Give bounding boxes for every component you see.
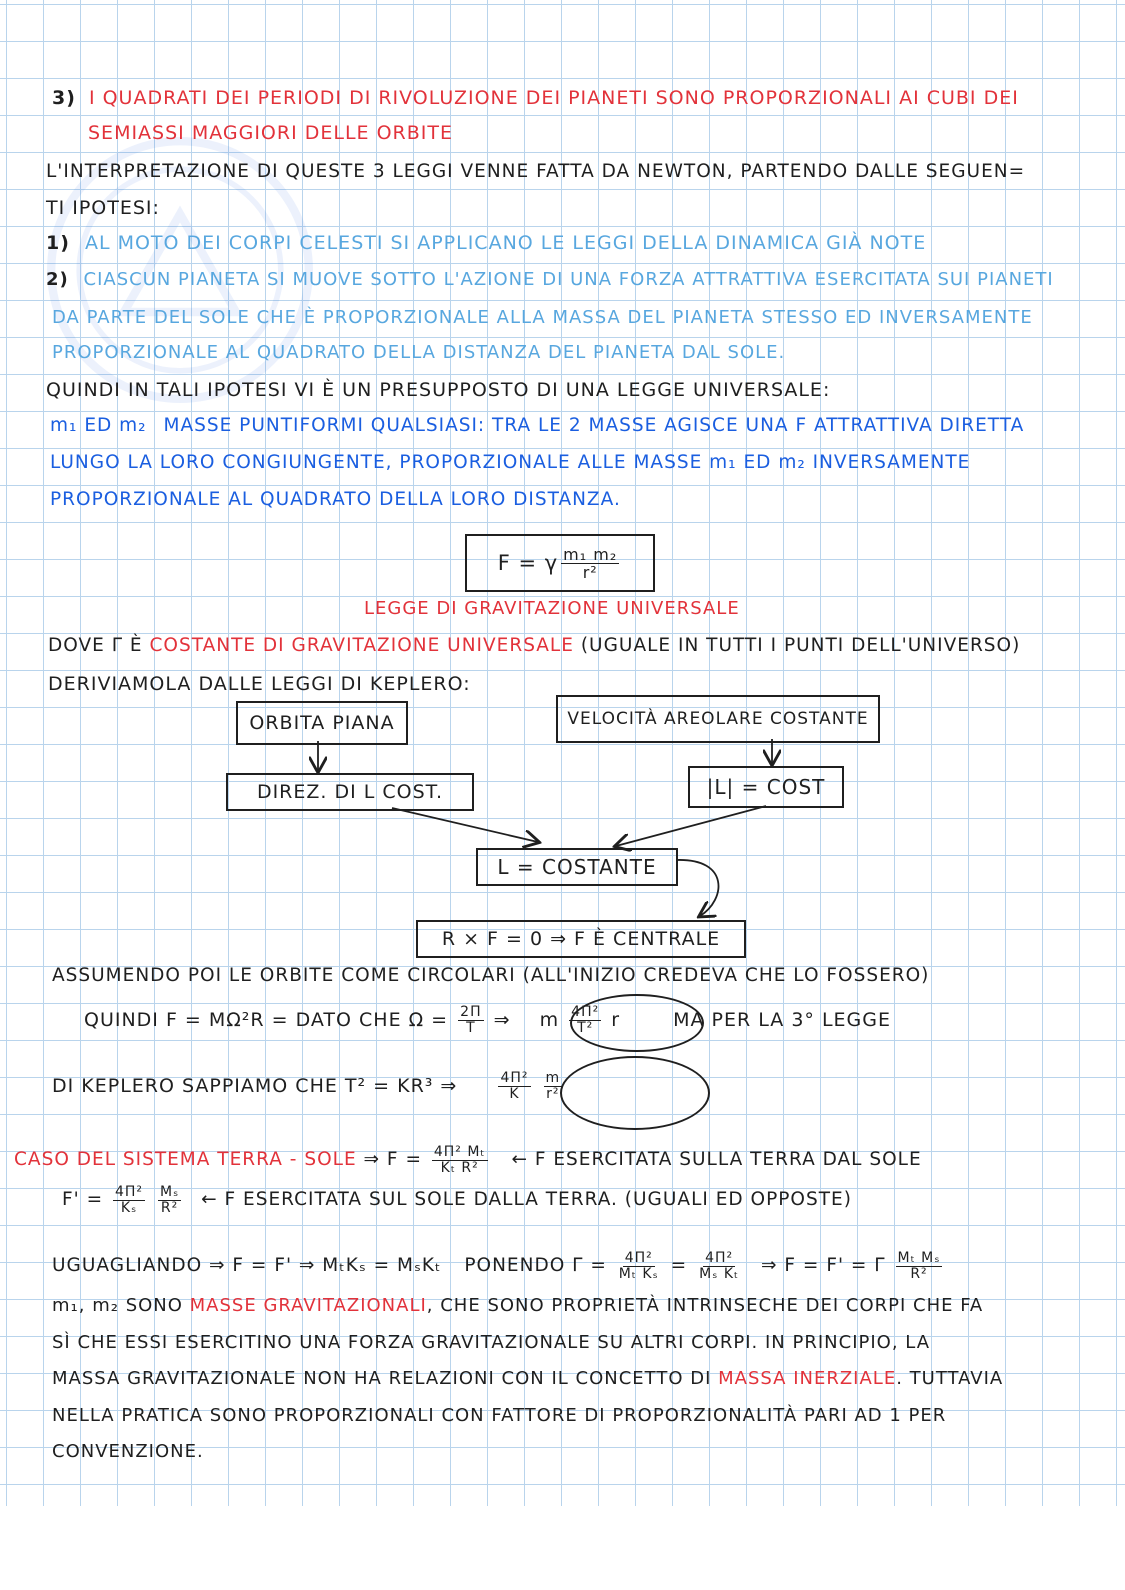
circular-orbits-line: ASSUMENDO POI LE ORBITE COME CIRCOLARI (ALL'INIZIO CREDEVA CHE LO FOSSERO): [52, 965, 930, 986]
m2-symbol-2: m₂: [778, 452, 806, 473]
final-line3b: . TUTTAVIA: [896, 1368, 1004, 1389]
hyp1-text: AL MOTO DEI CORPI CELESTI SI APPLICANO LE LEGGI DELLA DINAMICA GIÀ NOTE: [84, 232, 927, 254]
kepler-fraction-2: [544, 1071, 563, 1102]
box-f-centrale: R × F = 0 ⇒ F È CENTRALE: [416, 920, 746, 958]
earth-sun-label: CASO DEL SISTEMA TERRA - SOLE: [14, 1149, 357, 1170]
masses-line2b: INVERSAMENTE: [812, 452, 971, 473]
oval-highlight-2: [560, 1056, 710, 1130]
force1-num: 4Π²: [571, 1004, 600, 1020]
sun-f2-den: R²: [160, 1199, 179, 1216]
earth-force-num: 4Π² Mₜ: [433, 1143, 486, 1160]
where-pre: DOVE Γ È: [48, 635, 143, 656]
sun-f1-den: Kₛ: [120, 1199, 138, 1216]
law3-number: 3): [52, 87, 76, 109]
g3-den: R²: [910, 1265, 928, 1282]
hyp2-text-line3: PROPORZIONALE AL QUADRATO DELLA DISTANZA DEL PIANETA DAL SOLE.: [52, 342, 786, 363]
quindi-line: [84, 1000, 891, 1040]
kepler-f1-num: 4Π²: [500, 1070, 529, 1086]
kepler-f2-den: r²: [546, 1086, 560, 1102]
sun-f2-num: Mₛ: [159, 1183, 180, 1200]
sun-force-desc: ← F ESERCITATA SUL SOLE DALLA TERRA. (UGUALI ED OPPOSTE): [201, 1189, 852, 1210]
massa-inerziale: MASSA INERZIALE: [718, 1368, 897, 1389]
kepler-f2-num: m: [545, 1070, 561, 1086]
sun-force-fraction-2: [158, 1185, 181, 1216]
earth-force-desc: ← F ESERCITATA SULLA TERRA DAL SOLE: [511, 1149, 922, 1170]
quindi-text: QUINDI F = MΩ²R = DATO CHE Ω =: [84, 1009, 449, 1031]
final-line4: NELLA PRATICA SONO PROPORZIONALI CON FATTORE DI PROPORZIONALITÀ PARI AD 1 PER: [52, 1405, 947, 1426]
sun-earth-line: [62, 1178, 852, 1222]
final-line2: SÌ CHE ESSI ESERCITINO UNA FORZA GRAVITAZIONALE SU ALTRI CORPI. IN PRINCIPIO, LA: [52, 1332, 931, 1353]
ed-word: ED: [84, 415, 113, 436]
earth-sun-arrow: ⇒ F =: [363, 1149, 422, 1170]
equate-line: [52, 1242, 945, 1290]
formula-lhs: F = γ: [497, 551, 559, 575]
page-bottom-margin: [0, 1506, 1125, 1590]
g2-num: 4Π²: [705, 1249, 734, 1266]
quindi-arrow: ⇒: [493, 1009, 511, 1031]
final-sono: SONO: [125, 1295, 183, 1316]
sun-f1-num: 4Π²: [115, 1183, 144, 1200]
masses-line1-rest: MASSE PUNTIFORMI QUALSIASI: TRA LE 2 MASSE AGISCE UNA F ATTRATTIVA DIRETTA: [163, 415, 1025, 436]
g3-num: Mₜ Mₛ: [897, 1249, 941, 1266]
interp-line2: TI IPOTESI:: [46, 197, 160, 219]
box-direz-l: DIREZ. DI L COST.: [226, 773, 474, 811]
final-line1-rest: , CHE SONO PROPRIETÀ INTRINSECHE DEI CORPI CHE FA: [426, 1295, 984, 1316]
derive-line: DERIVIAMOLA DALLE LEGGI DI KEPLERO:: [48, 673, 471, 695]
earth-sun-line: [14, 1140, 922, 1180]
hyp1-number: 1): [46, 232, 70, 254]
earth-force-den: Kₜ R²: [440, 1159, 479, 1176]
law3-text-line1: I QUADRATI DEI PERIODI DI RIVOLUZIONE DEI PIANETI SONO PROPORZIONALI AI CUBI DEI: [88, 87, 1019, 109]
interp-line1: L'INTERPRETAZIONE DI QUESTE 3 LEGGI VENNE FATTA DA NEWTON, PARTENDO DALLE SEGUEN=: [46, 161, 1026, 182]
masses-line3: PROPORZIONALE AL QUADRATO DELLA LORO DISTANZA.: [50, 489, 621, 510]
where-post: (UGUALE IN TUTTI I PUNTI DELL'UNIVERSO): [580, 635, 1021, 656]
kepler-fraction-1: [498, 1071, 530, 1102]
equate-a: UGUAGLIANDO ⇒ F = F' ⇒ MₜKₛ = MₛKₜ: [52, 1255, 442, 1276]
box-modulo-l: |L| = COST: [688, 766, 844, 808]
m12-symbols: m₁, m₂: [52, 1295, 119, 1316]
final-line3a: MASSA GRAVITAZIONALE NON HA RELAZIONI CON IL CONCETTO DI: [52, 1368, 712, 1389]
gamma-fraction-3: [896, 1251, 943, 1282]
gamma-fraction-1: [617, 1251, 661, 1282]
omega-num: 2Π: [460, 1004, 482, 1020]
formula-numerator: m₁ m₂: [563, 544, 618, 564]
earth-force-fraction: [432, 1145, 488, 1176]
g2-den: Mₛ Kₜ: [699, 1265, 740, 1282]
hyp2-number: 2): [46, 269, 69, 290]
final-line1: [52, 1294, 983, 1318]
law3-line2: SEMIASSI MAGGIORI DELLE ORBITE: [88, 122, 453, 144]
gamma-fraction-2: [697, 1251, 741, 1282]
omega-den: T: [466, 1020, 476, 1036]
m1-symbol: m₁: [50, 415, 78, 436]
sun-earth-lhs: F' =: [62, 1189, 104, 1210]
hyp2-text-line2: DA PARTE DEL SOLE CHE È PROPORZIONALE ALLA MASSA DEL PIANETA STESSO ED INVERSAMENTE: [52, 307, 1033, 328]
where-red: COSTANTE DI GRAVITAZIONE UNIVERSALE: [149, 635, 574, 656]
m2-symbol: m₂: [119, 415, 147, 436]
masses-line2a: LUNGO LA LORO CONGIUNGENTE, PROPORZIONALE ALLE MASSE: [50, 452, 703, 473]
box-orbita-piana: ORBITA PIANA: [236, 701, 408, 745]
g1-num: 4Π²: [624, 1249, 653, 1266]
ed-word-2: ED: [743, 452, 772, 473]
force1-den: T²: [577, 1020, 594, 1036]
kepler-line: [52, 1066, 565, 1106]
hyp2-text-line1: CIASCUN PIANETA SI MUOVE SOTTO L'AZIONE DI UNA FORZA ATTRATTIVA ESERCITATA SUI PIANETI: [83, 269, 1054, 290]
box-velocita-areolare: VELOCITÀ AREOLARE COSTANTE: [556, 695, 880, 743]
formula-denominator: r²: [582, 562, 598, 582]
sun-force-fraction-1: [113, 1185, 145, 1216]
final-line3: [52, 1367, 1003, 1391]
omega-fraction: [458, 1005, 483, 1036]
gravity-law-title: LEGGE DI GRAVITAZIONE UNIVERSALE: [364, 598, 740, 619]
universal-premise: QUINDI IN TALI IPOTESI VI È UN PRESUPPOSTO DI UNA LEGGE UNIVERSALE:: [46, 379, 831, 401]
m1-symbol-2: m₁: [709, 452, 737, 473]
equate-c: ⇒ F = F' = Γ: [761, 1255, 886, 1276]
box-l-costante: L = COSTANTE: [476, 848, 678, 886]
kepler-text: DI KEPLERO SAPPIAMO CHE T² = KR³ ⇒: [52, 1075, 458, 1097]
masse-gravitazionali: MASSE GRAVITAZIONALI: [189, 1295, 427, 1316]
r-symbol: r: [611, 1009, 621, 1031]
g1-den: Mₜ Kₛ: [618, 1265, 659, 1282]
equate-eq: =: [670, 1255, 688, 1276]
kepler-f1-den: K: [509, 1086, 520, 1102]
oval-highlight-1: [570, 994, 704, 1052]
m-symbol: m: [539, 1009, 560, 1031]
ma-per-line: MA PER LA 3° LEGGE: [673, 1009, 891, 1031]
equate-b: PONENDO Γ =: [464, 1255, 607, 1276]
final-line5: CONVENZIONE.: [52, 1441, 204, 1462]
